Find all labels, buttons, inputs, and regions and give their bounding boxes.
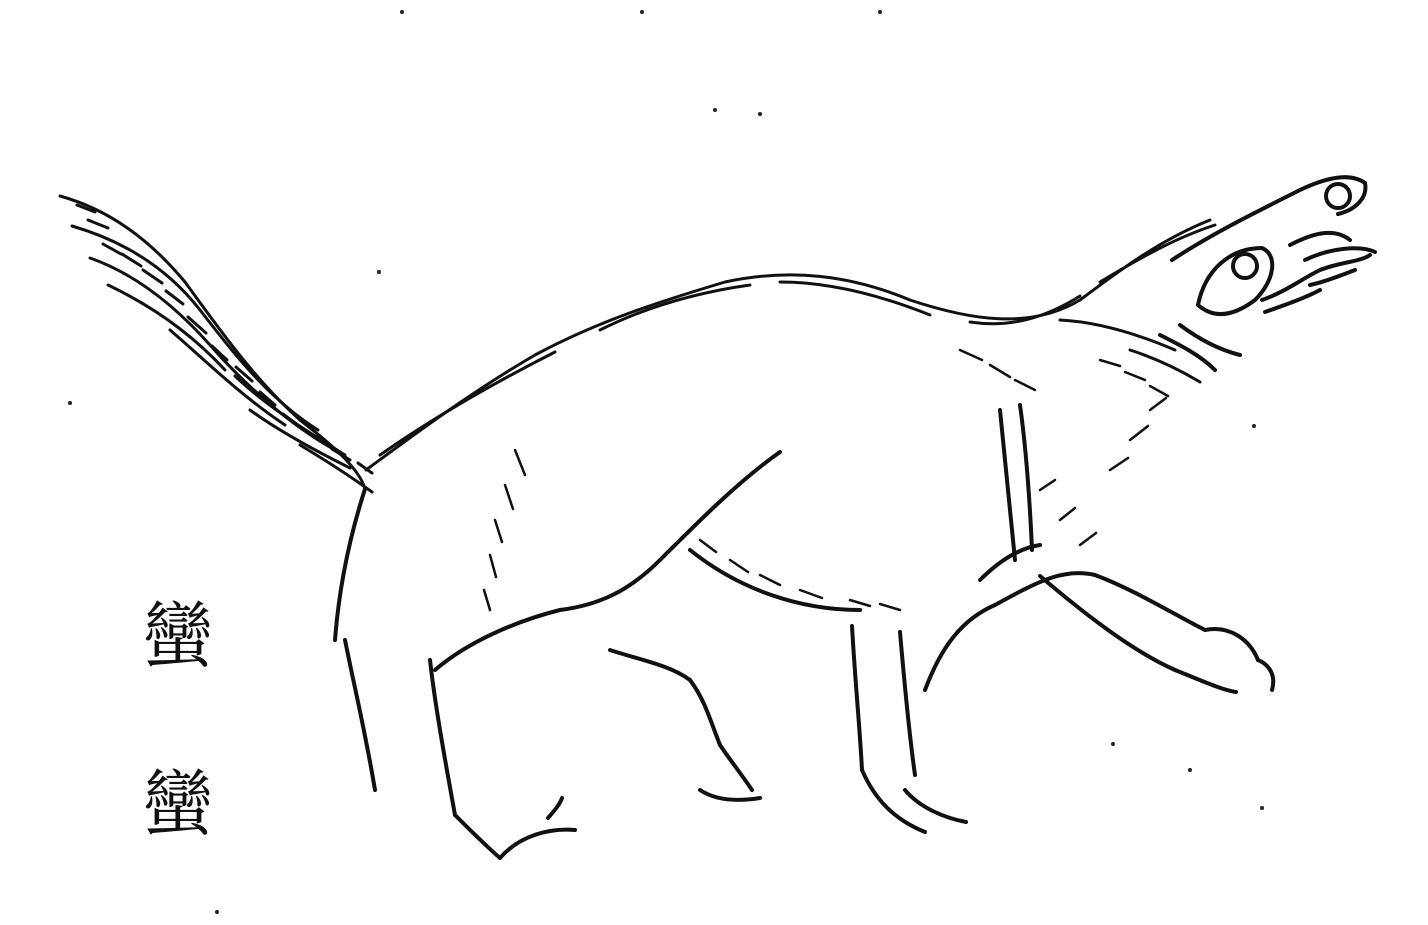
fur-back xyxy=(366,220,1215,470)
eye-icon xyxy=(1233,254,1257,278)
fur-detail xyxy=(484,350,1168,610)
body-outline xyxy=(335,405,1273,858)
caption-vertical xyxy=(138,594,218,846)
fur-tail xyxy=(60,196,372,492)
nostril-icon xyxy=(1326,184,1350,208)
caption-char: 蠻 xyxy=(141,594,214,678)
paper-specks xyxy=(68,10,1264,914)
head xyxy=(1160,177,1375,370)
caption-char: 蠻 xyxy=(141,762,214,846)
